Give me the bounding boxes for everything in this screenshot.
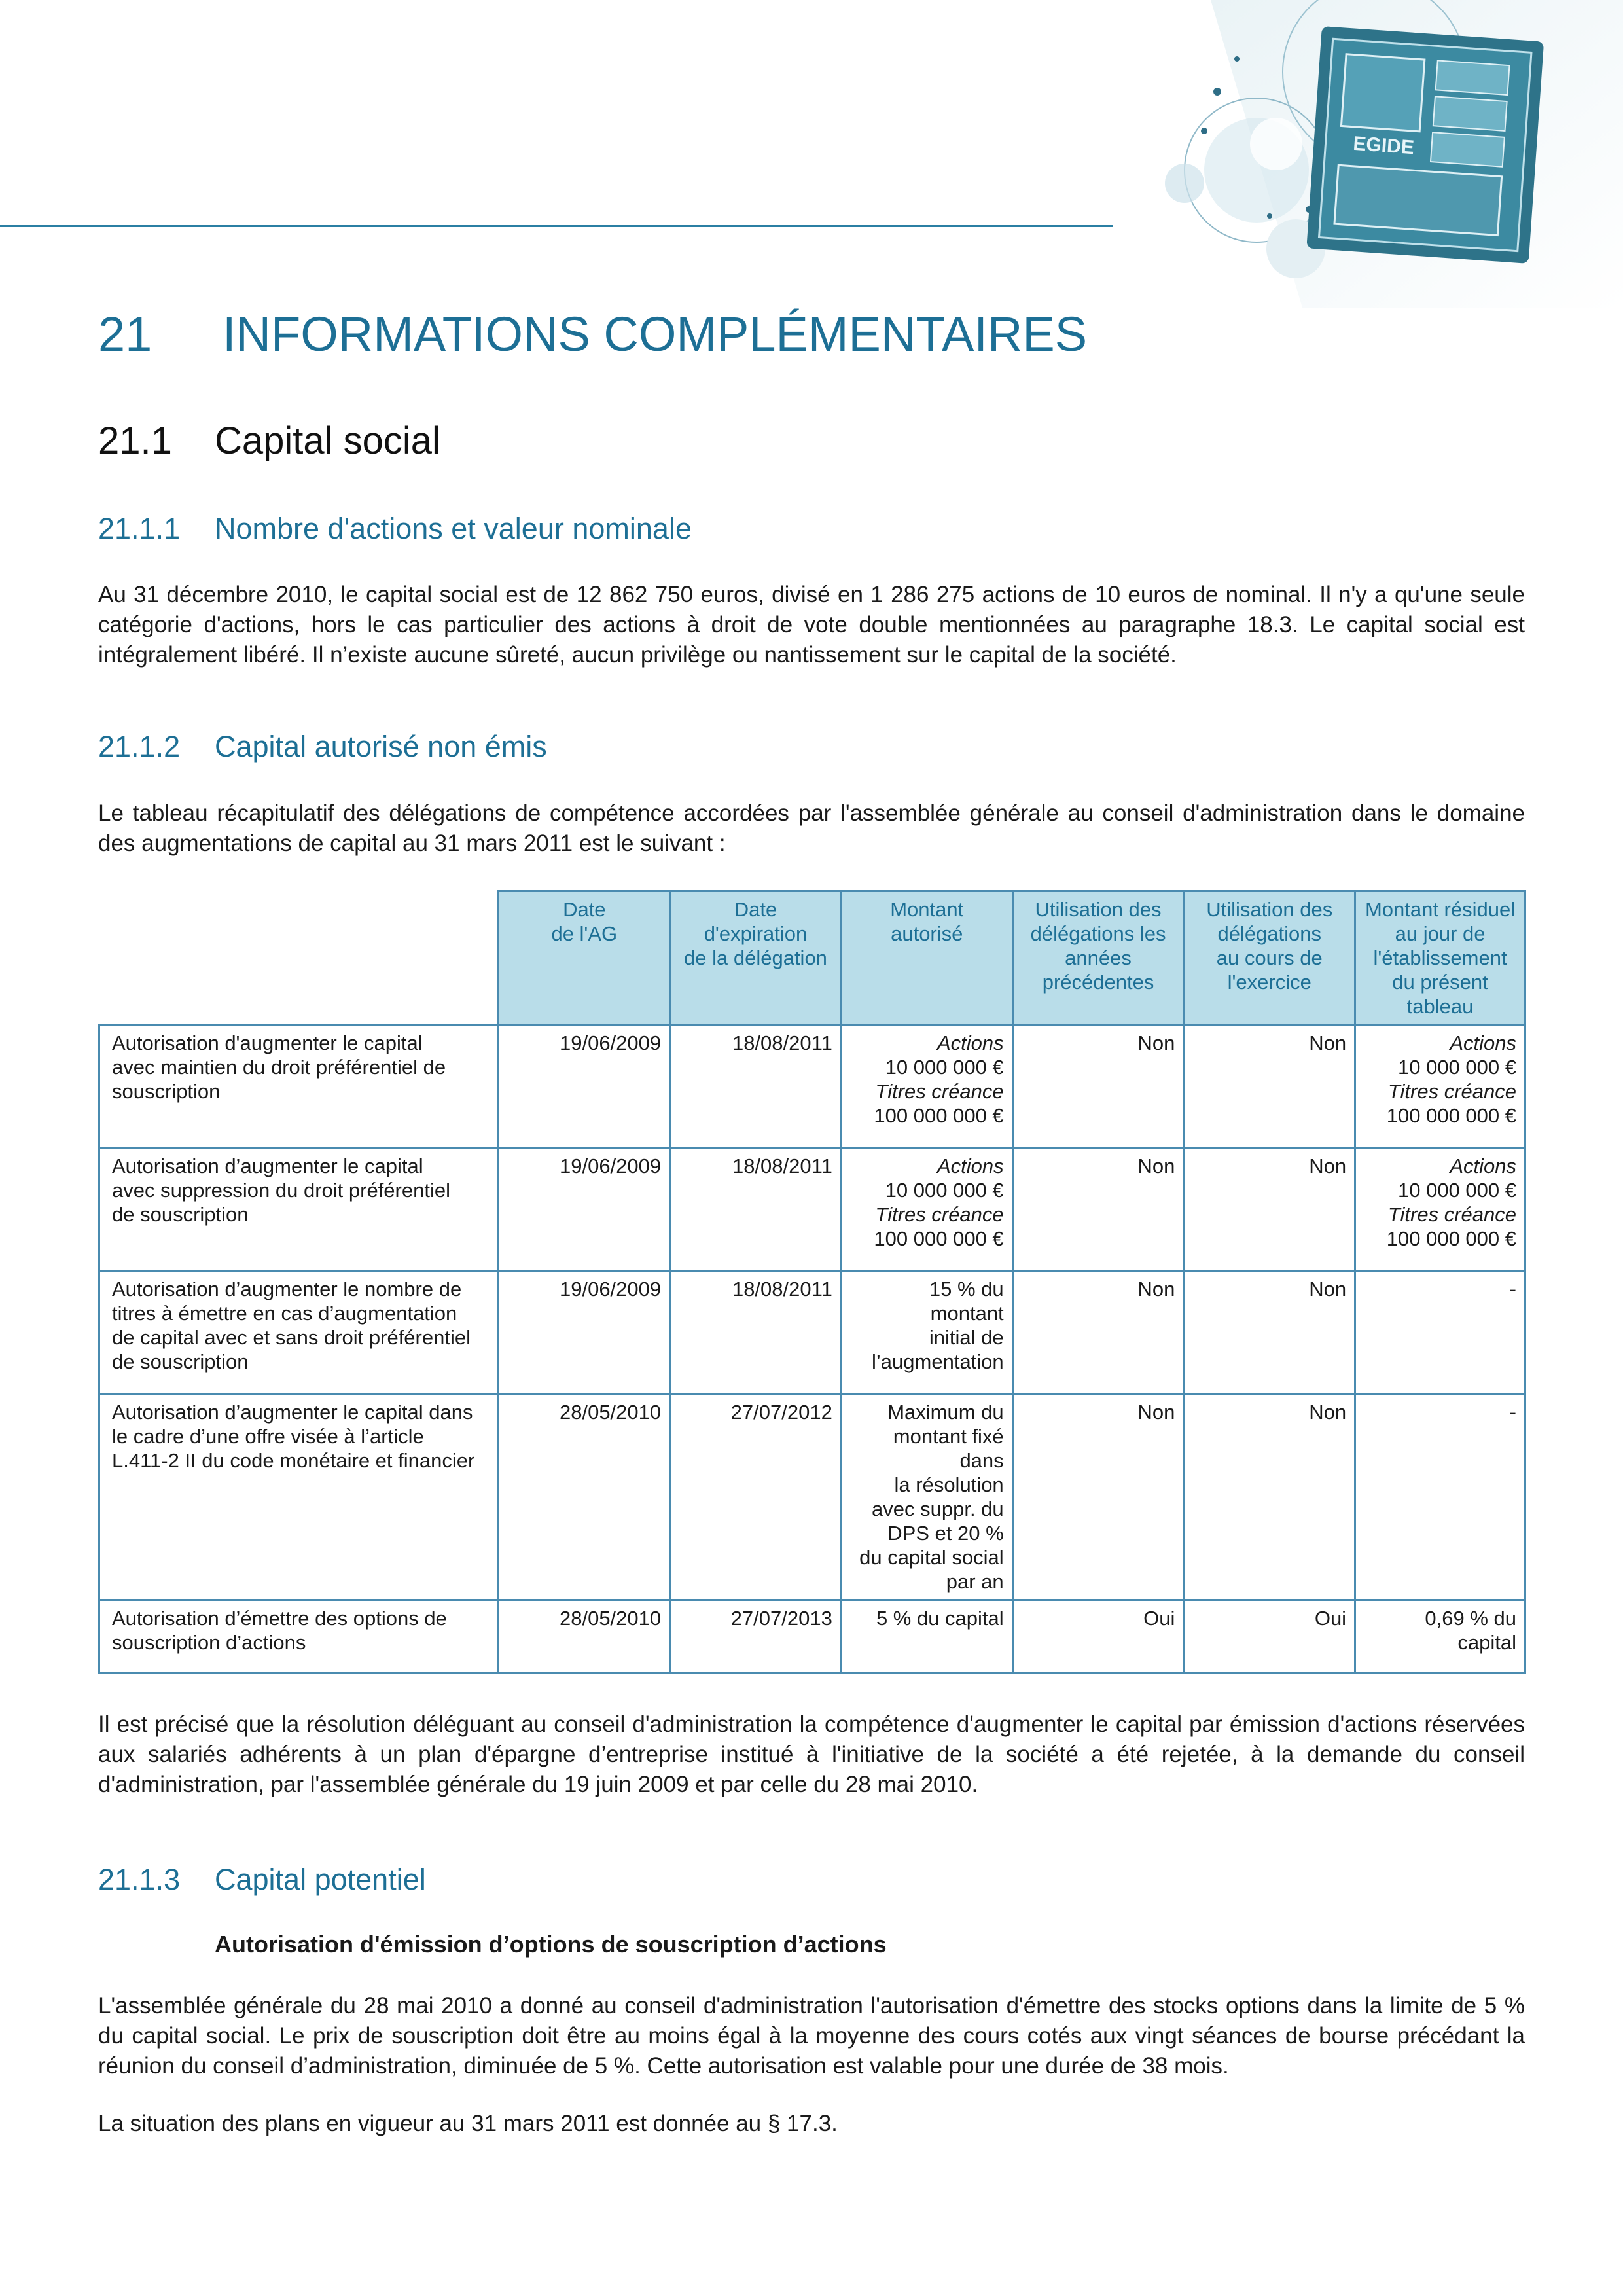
- heading-title: Nombre d'actions et valeur nominale: [215, 512, 692, 545]
- paragraph-table-intro: Le tableau récapitulatif des délégations de compétence accordées par l'assemblée générale au conseil d'administration dans le domaine des augmentations de capital au 31 mars 2011 est le suivant :: [98, 800, 1525, 856]
- paragraph-capital-potentiel: L'assemblée générale du 28 mai 2010 a donné au conseil d'administration l'autorisation d'émettre des stocks options dans la limite de 5 % du capital social. Le prix de souscription doit être au moins égal à la moyenne des cours cotés aux vingt séances de bourse précédant la réunion du conseil d’administration, diminuée de 5 %. Cette autorisation est valable pour une durée de 38 mois.: [98, 1993, 1525, 2079]
- header-montant-autorise: Montant autorisé: [841, 891, 1012, 1025]
- cell-montant: Actions 10 000 000 € Titres créance 100 000 000 €: [841, 1148, 1012, 1271]
- table-row: [99, 1600, 1525, 1674]
- cell-date-expiration: 18/08/2011: [670, 1271, 842, 1394]
- cell-date-ag: 19/06/2009: [499, 1148, 670, 1271]
- egide-chip-illustration: [1021, 0, 1623, 314]
- cell-montant: Maximum du montant fixé dans la résolution avec suppr. du DPS et 20 % du capital social par an: [841, 1394, 1012, 1600]
- cell-date-ag: 19/06/2009: [499, 1025, 670, 1148]
- table-header-row: [99, 891, 1525, 1025]
- header-montant-residuel: Montant résiduel au jour de l'établissement du présent tableau: [1355, 891, 1525, 1025]
- heading-21-1-1: [98, 512, 692, 546]
- table-row: [99, 1148, 1525, 1271]
- row-label: Autorisation d’augmenter le capital dans le cadre d’une offre visée à l’article L.411-2 II du code monétaire et financier: [99, 1394, 499, 1600]
- cell-residuel: Actions 10 000 000 € Titres créance 100 000 000 €: [1355, 1148, 1525, 1271]
- row-label: Autorisation d’augmenter le capital avec suppression du droit préférentiel de souscription: [99, 1148, 499, 1271]
- cell-residuel: Actions 10 000 000 € Titres créance 100 000 000 €: [1355, 1025, 1525, 1148]
- cell-date-expiration: 18/08/2011: [670, 1148, 842, 1271]
- paragraph-nombre-actions: Au 31 décembre 2010, le capital social est de 12 862 750 euros, divisé en 1 286 275 actions de 10 euros de nominal. Il n'y a qu'une seule catégorie d'actions, hors le cas particulier des actions à droit de vote double mentionnées au paragraphe 18.3. Le capital social est intégralement libéré. Il n’existe aucune sûreté, aucun privilège ou nantissement sur le capital de la société.: [98, 582, 1525, 668]
- cell-residuel: 0,69 % du capital: [1355, 1600, 1525, 1674]
- cell-util-exercice: Oui: [1184, 1600, 1355, 1674]
- svg-text:EGIDE: EGIDE: [1352, 132, 1415, 159]
- row-label: Autorisation d’augmenter le nombre de titres à émettre en cas d’augmentation de capital avec et sans droit préférentiel de souscription: [99, 1271, 499, 1394]
- cell-util-exercice: Non: [1184, 1271, 1355, 1394]
- header-date-expiration: Date d'expiration de la délégation: [670, 891, 842, 1025]
- header-date-ag: Date de l'AG: [499, 891, 670, 1025]
- cell-montant: Actions 10 000 000 € Titres créance 100 000 000 €: [841, 1025, 1012, 1148]
- cell-date-expiration: 27/07/2012: [670, 1394, 842, 1600]
- heading-21-1-2: [98, 730, 547, 764]
- section-heading: [98, 306, 1087, 362]
- cell-montant: 15 % du montant initial de l’augmentation: [841, 1271, 1012, 1394]
- cell-residuel: -: [1355, 1394, 1525, 1600]
- subsection-heading: [98, 419, 440, 463]
- cell-util-precedentes: Non: [1012, 1394, 1184, 1600]
- paragraph-note-resolution: Il est précisé que la résolution déléguant au conseil d'administration la compétence d'augmenter le capital par émission d'actions réservées aux salariés adhérents à un plan d'épargne d’entreprise institué à l'initiative de la société a été rejetée, à la demande du conseil d'administration, par l'assemblée générale du 19 juin 2009 et par celle du 28 mai 2010.: [98, 1712, 1525, 1797]
- cell-util-exercice: Non: [1184, 1394, 1355, 1600]
- table-row: [99, 1025, 1525, 1148]
- cell-montant: 5 % du capital: [841, 1600, 1012, 1674]
- cell-util-precedentes: Non: [1012, 1148, 1184, 1271]
- paragraph-situation-plans: La situation des plans en vigueur au 31 mars 2011 est donnée au § 17.3.: [98, 2111, 838, 2136]
- heading-21-1-3: [98, 1863, 426, 1897]
- section-title: INFORMATIONS COMPLÉMENTAIRES: [223, 307, 1088, 361]
- row-label: Autorisation d’émettre des options de souscription d’actions: [99, 1600, 499, 1674]
- cell-residuel: -: [1355, 1271, 1525, 1394]
- heading-title: Capital potentiel: [215, 1863, 426, 1896]
- table-row: [99, 1394, 1525, 1600]
- cell-date-ag: 28/05/2010: [499, 1394, 670, 1600]
- heading-title: Capital autorisé non émis: [215, 730, 547, 763]
- heading-number: 21.1.2: [98, 730, 181, 763]
- subsection-number: 21.1: [98, 420, 172, 462]
- subsection-title: Capital social: [215, 420, 440, 462]
- cell-date-expiration: 18/08/2011: [670, 1025, 842, 1148]
- section-number: 21: [98, 307, 152, 361]
- cell-util-exercice: Non: [1184, 1148, 1355, 1271]
- cell-date-ag: 28/05/2010: [499, 1600, 670, 1674]
- delegations-table: [98, 890, 1526, 1674]
- header-rule: [0, 225, 1113, 227]
- cell-util-precedentes: Oui: [1012, 1600, 1184, 1674]
- cell-util-exercice: Non: [1184, 1025, 1355, 1148]
- header-utilisation-exercice: Utilisation des délégations au cours de l'exercice: [1184, 891, 1355, 1025]
- subheading-options: Autorisation d'émission d’options de souscription d’actions: [215, 1931, 887, 1958]
- header-utilisation-precedentes: Utilisation des délégations les années précédentes: [1012, 891, 1184, 1025]
- heading-number: 21.1.3: [98, 1863, 181, 1896]
- header-blank-cell: [99, 891, 499, 1025]
- heading-number: 21.1.1: [98, 512, 181, 545]
- cell-date-expiration: 27/07/2013: [670, 1600, 842, 1674]
- table-row: [99, 1271, 1525, 1394]
- row-label: Autorisation d'augmenter le capital avec maintien du droit préférentiel de souscription: [99, 1025, 499, 1148]
- cell-date-ag: 19/06/2009: [499, 1271, 670, 1394]
- cell-util-precedentes: Non: [1012, 1025, 1184, 1148]
- cell-util-precedentes: Non: [1012, 1271, 1184, 1394]
